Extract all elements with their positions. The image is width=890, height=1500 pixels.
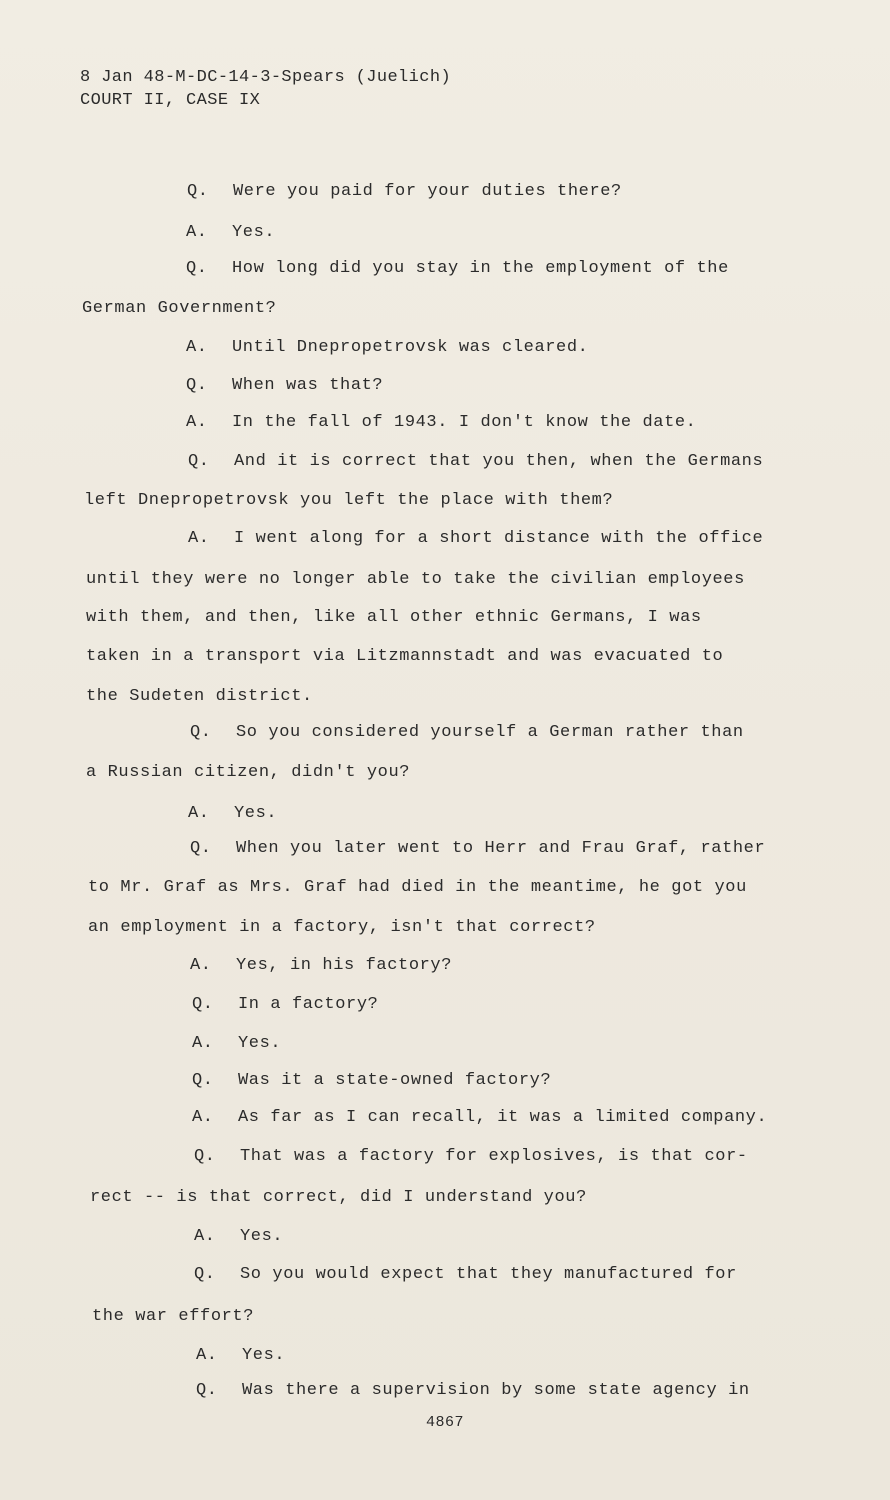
transcript-line bbox=[84, 491, 613, 510]
speaker-tag: A. bbox=[186, 223, 208, 242]
line-text: How long did you stay in the employment of the bbox=[232, 259, 729, 278]
line-text: Yes. bbox=[238, 1034, 282, 1053]
transcript-line bbox=[186, 413, 696, 432]
transcript-line bbox=[92, 1307, 254, 1326]
speaker-tag: Q. bbox=[194, 1147, 216, 1166]
transcript-line bbox=[88, 918, 596, 937]
line-text: So you considered yourself a German rather than bbox=[236, 723, 744, 742]
line-text: Yes, in his factory? bbox=[236, 956, 453, 975]
transcript-line bbox=[190, 956, 452, 975]
line-text: When you later went to Herr and Frau Graf, rather bbox=[236, 839, 766, 858]
transcript-line bbox=[190, 723, 744, 742]
speaker-tag: Q. bbox=[192, 995, 214, 1014]
line-text: rect -- is that correct, did I understand you? bbox=[90, 1188, 587, 1207]
transcript-line bbox=[187, 182, 622, 201]
speaker-tag: A. bbox=[188, 804, 210, 823]
transcript-line bbox=[192, 995, 378, 1014]
transcript-line bbox=[194, 1265, 737, 1284]
line-text: Yes. bbox=[242, 1346, 286, 1365]
speaker-tag: A. bbox=[192, 1034, 214, 1053]
speaker-tag: Q. bbox=[196, 1381, 218, 1400]
transcript-line bbox=[186, 259, 729, 278]
transcript-line bbox=[196, 1346, 285, 1365]
line-text: left Dnepropetrovsk you left the place with them? bbox=[84, 491, 614, 510]
line-text: a Russian citizen, didn't you? bbox=[86, 763, 411, 782]
speaker-tag: Q. bbox=[190, 839, 212, 858]
line-text: And it is correct that you then, when the Germans bbox=[234, 452, 764, 471]
line-text: Yes. bbox=[240, 1227, 284, 1246]
transcript-line bbox=[192, 1034, 281, 1053]
transcript-line bbox=[88, 878, 747, 897]
speaker-tag: Q. bbox=[186, 259, 208, 278]
line-text: Were you paid for your duties there? bbox=[233, 182, 622, 201]
line-text: Was there a supervision by some state agency in bbox=[242, 1381, 750, 1400]
speaker-tag: A. bbox=[186, 413, 208, 432]
speaker-tag: A. bbox=[192, 1108, 214, 1127]
line-text: the Sudeten district. bbox=[86, 687, 313, 706]
transcript-line bbox=[82, 299, 276, 318]
speaker-tag: A. bbox=[186, 338, 208, 357]
header-court-case: COURT II, CASE IX bbox=[80, 91, 261, 110]
header-reference: 8 Jan 48-M-DC-14-3-Spears (Juelich) bbox=[80, 68, 452, 87]
speaker-tag: Q. bbox=[194, 1265, 216, 1284]
speaker-tag: Q. bbox=[188, 452, 210, 471]
speaker-tag: Q. bbox=[192, 1071, 214, 1090]
transcript-line bbox=[86, 763, 410, 782]
transcript-line bbox=[188, 804, 277, 823]
line-text: to Mr. Graf as Mrs. Graf had died in the meantime, he got you bbox=[88, 878, 747, 897]
line-text: In a factory? bbox=[238, 995, 379, 1014]
speaker-tag: A. bbox=[190, 956, 212, 975]
speaker-tag: Q. bbox=[190, 723, 212, 742]
speaker-tag: A. bbox=[188, 529, 210, 548]
line-text: an employment in a factory, isn't that correct? bbox=[88, 918, 596, 937]
speaker-tag: A. bbox=[196, 1346, 218, 1365]
transcript-line bbox=[86, 687, 313, 706]
line-text: the war effort? bbox=[92, 1307, 255, 1326]
transcript-line bbox=[188, 529, 763, 548]
transcript-line bbox=[194, 1227, 283, 1246]
line-text: taken in a transport via Litzmannstadt and was evacuated to bbox=[86, 647, 724, 666]
transcript-line bbox=[86, 570, 745, 589]
line-text: When was that? bbox=[232, 376, 384, 395]
transcript-line bbox=[188, 452, 763, 471]
transcript-line bbox=[190, 839, 765, 858]
transcript-line bbox=[86, 608, 702, 627]
line-text: As far as I can recall, it was a limited company. bbox=[238, 1108, 768, 1127]
transcript-line bbox=[192, 1071, 551, 1090]
transcript-line bbox=[90, 1188, 587, 1207]
transcript-line bbox=[196, 1381, 750, 1400]
transcript-line bbox=[186, 376, 383, 395]
line-text: Was it a state-owned factory? bbox=[238, 1071, 552, 1090]
transcript-line bbox=[186, 223, 275, 242]
line-text: Yes. bbox=[234, 804, 278, 823]
transcript-line bbox=[194, 1147, 748, 1166]
transcript-line bbox=[192, 1108, 767, 1127]
line-text: In the fall of 1943. I don't know the date. bbox=[232, 413, 697, 432]
line-text: So you would expect that they manufactured for bbox=[240, 1265, 737, 1284]
speaker-tag: A. bbox=[194, 1227, 216, 1246]
line-text: I went along for a short distance with the office bbox=[234, 529, 764, 548]
transcript-line bbox=[186, 338, 588, 357]
speaker-tag: Q. bbox=[186, 376, 208, 395]
page-number: 4867 bbox=[425, 1414, 464, 1431]
line-text: Yes. bbox=[232, 223, 276, 242]
line-text: Until Dnepropetrovsk was cleared. bbox=[232, 338, 589, 357]
transcript-line bbox=[86, 647, 723, 666]
speaker-tag: Q. bbox=[187, 182, 209, 201]
line-text: That was a factory for explosives, is that cor- bbox=[240, 1147, 748, 1166]
line-text: German Government? bbox=[82, 299, 277, 318]
line-text: with them, and then, like all other ethnic Germans, I was bbox=[86, 608, 702, 627]
document-header bbox=[80, 66, 451, 112]
line-text: until they were no longer able to take the civilian employees bbox=[86, 570, 745, 589]
